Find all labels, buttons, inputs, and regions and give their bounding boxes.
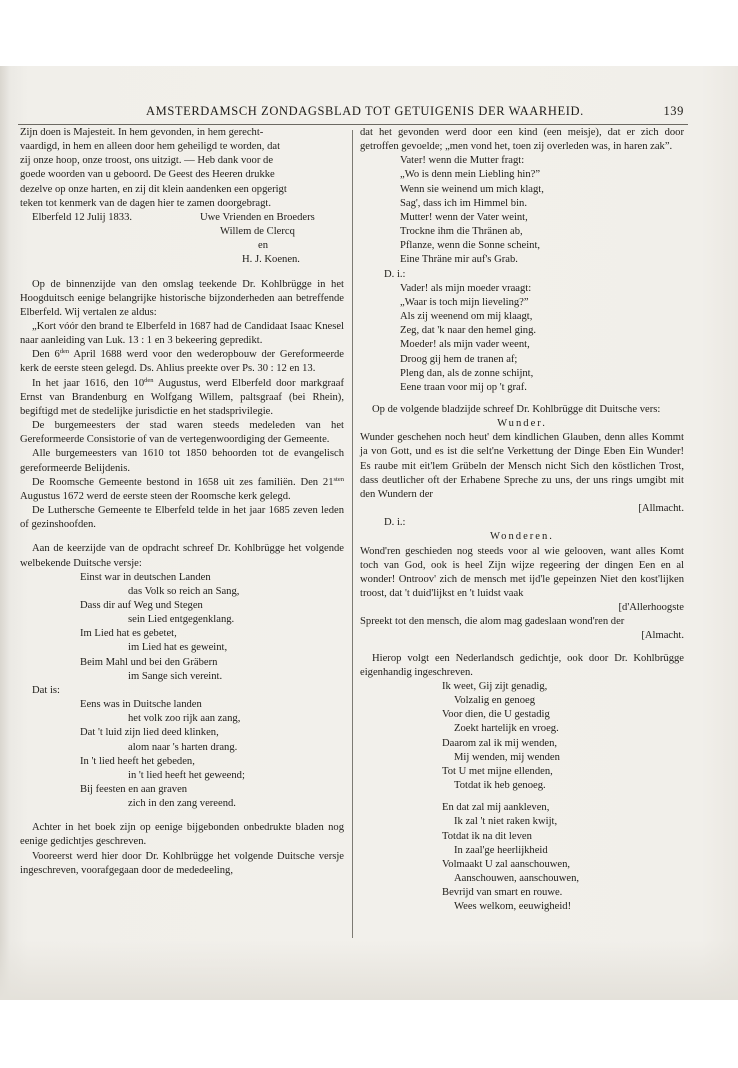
signature-place: Elberfeld 12 Julij 1833.: [32, 211, 133, 223]
verse-line: Trockne ihm die Thränen ab,: [400, 226, 523, 238]
paragraph-achter: Achter in het boek zijn op eenige bijgebonden onbedrukte bladen nog eenige gedichtjes geschreven.: [20, 822, 344, 848]
verse-line: Droog gij hem de tranen af;: [400, 353, 518, 365]
poem-line: Totdat ik na dit leven: [442, 830, 532, 842]
right-column: [360, 126, 684, 914]
page-number: 139: [663, 104, 684, 118]
verse-line: Eens was in Duitsche landen: [80, 699, 202, 711]
poem-line: In zaal'ge heerlijkheid: [454, 844, 548, 856]
verse-line: Moeder! als mijn vader weent,: [400, 339, 530, 351]
paragraph-burgemeesters: De burgemeesters der stad waren steeds medeleden van het Gereformeerde Consistorie of van de vertegenwoordiging der Gemeente.: [20, 420, 344, 446]
signature-row: [20, 211, 344, 225]
paragraph-keerzijde: Aan de keerzijde van de opdracht schreef Dr. Kohlbrügge het volgende welbekende Duitsche versje:: [20, 543, 344, 569]
verse-line: das Volk so reich an Sang,: [128, 585, 240, 597]
poem-line: Totdat ik heb genoeg.: [454, 780, 546, 792]
verse-line: Eene traan voor mij op 't graf.: [400, 381, 527, 393]
page-header: [124, 104, 684, 120]
poem-line: Wees welkom, eeuwigheid!: [454, 901, 572, 913]
verse-line: Zeg, dat 'k naar den hemel ging.: [400, 325, 537, 337]
signature-name: Willem de Clercq: [220, 226, 295, 238]
wonderen-line: Spreekt tot den mensch, die alom mag gadeslaan wond'ren der: [360, 616, 625, 628]
signature-greeting: Uwe Vrienden en Broeders: [200, 211, 315, 223]
poem-line: Bevrijd van smart en rouwe.: [442, 887, 563, 899]
signature-name: H. J. Koenen.: [242, 254, 300, 266]
wonderen-end: [d'Allerhoogste: [618, 602, 684, 614]
intro-line: goede woorden van u geboord. De Geest des Heeren drukke: [20, 169, 275, 181]
verse-line: Einst war in deutschen Landen: [80, 571, 211, 583]
poem-line: Tot U met mijne ellenden,: [442, 765, 553, 777]
verse-line: Vader! als mijn moeder vraagt:: [400, 282, 532, 294]
paragraph-bladzijde: Op de volgende bladzijde schreef Dr. Kohlbrügge dit Duitsche vers:: [372, 403, 661, 415]
verse-line: het volk zoo rijk aan zang,: [128, 713, 241, 725]
wunder-title: Wunder.: [497, 418, 547, 430]
column-divider: [352, 130, 353, 938]
verse-line: im Lied hat es geweint,: [128, 642, 228, 654]
paragraph-1616: [20, 377, 344, 419]
paragraph-luthersche: De Luthersche Gemeente te Elberfeld telde in het jaar 1685 zeven leden of gezinshoofden.: [20, 505, 344, 531]
poem-line: Voor dien, die U gestadig: [442, 709, 550, 721]
verse-line: Als zij weenend om mij klaagt,: [400, 311, 533, 323]
wonderen-title: Wonderen.: [490, 531, 554, 543]
dat-is-label: Dat is:: [32, 684, 60, 696]
intro-line: vaardigd, in hem en alleen door hem geheiligd te worden, dat: [20, 141, 281, 153]
poem-line: Volmaakt U zal aanschouwen,: [442, 858, 571, 870]
verse-line: Eine Thräne mir auf's Grab.: [400, 254, 518, 266]
text-part: Den 6: [32, 349, 60, 361]
header-rule: [18, 124, 688, 125]
poem-line: En dat zal mij aankleven,: [442, 802, 550, 814]
verse-line: Dat 't luid zijn lied deed klinken,: [80, 727, 219, 739]
text-part: April 1688 werd voor den wederopbouw der Gereformeerde kerk de eerste steen gelegd. Ds. Ahlius preekte over Ps. 30 : 12 en 13.: [20, 349, 344, 375]
wunder-text: Wunder geschehen noch heut' dem kindlichen Glauben, denn alles Kommt ja von Gott, und es ist die selt'ne Verkettung der Dinge Eben Ein Wunder! Es raube mit eit'lem Grübeln der Mensch nicht Sich den köstlichen Trost, dass deutlicher oft der Erhabene Spreche zu uns, der uns rings umgibt mit den Wundern der: [360, 432, 684, 500]
verse-line: alom naar 's harten drang.: [128, 741, 238, 753]
verse-line: Sag', dass ich im Himmel bin.: [400, 197, 527, 209]
paragraph-vooreerst: Vooreerst werd hier door Dr. Kohlbrügge het volgende Duitsche versje ingeschreven, voorafgegaan door de mededeeling,: [20, 850, 344, 876]
verse-line: Beim Mahl und bei den Gräbern: [80, 656, 218, 668]
verse-line: im Sange sich vereint.: [128, 670, 223, 682]
poem-line: Volzalig en genoeg: [454, 695, 535, 707]
paragraph-hierop: Hierop volgt een Nederlandsch gedichtje, ook door Dr. Kohlbrügge eigenhandig ingeschreven.: [360, 652, 684, 678]
paragraph-alle: Alle burgemeesters van 1610 tot 1850 behoorden tot de evangelisch gereformeerde Belijdenis.: [20, 448, 344, 474]
verse-line: Im Lied hat es gebetet,: [80, 628, 177, 640]
text-part: In het jaar 1616, den 10: [32, 377, 145, 389]
paragraph-brand: „Kort vóór den brand te Elberfeld in 1687 had de Candidaat Isaac Knesel naar aanleiding van Luk. 13 : 1 en 3 bekeering gepredikt.: [20, 321, 344, 347]
poem-line: Daarom zal ik mij wenden,: [442, 737, 558, 749]
paragraph-1688: [20, 348, 344, 376]
wunder-end: [Allmacht.: [638, 503, 684, 515]
intro-line: teken tot kenmerk van de dagen hier te zamen doorgebragt.: [20, 197, 272, 209]
intro-line: zij onze hoop, onze troost, ons uitzigt. — Heb dank voor de: [20, 155, 274, 167]
verse-line: Mutter! wenn der Vater weint,: [400, 211, 528, 223]
wonderen-end: [Almacht.: [641, 630, 684, 642]
poem-line: Ik zal 't niet raken kwijt,: [454, 816, 558, 828]
verse-line: in 't lied heeft het geweend;: [128, 769, 245, 781]
di-label: D. i.:: [384, 268, 406, 280]
poem-line: Aanschouwen, aanschouwen,: [454, 872, 580, 884]
wonderen-text: Wond'ren geschieden nog steeds voor al wie gelooven, want alles Komt toch van God, ook is heel Zijn wijze regeering der dingen Een en al wonder! Ontroov' zich de mensch met ijd'le gepeinzen Niet den kost'lijken troost, dat 't duid'lijkst en 't luidst vaak: [360, 545, 684, 599]
text-part: Augustus 1672 werd de eerste steen der Roomsche kerk gelegd.: [20, 490, 291, 502]
verse-line: Pleng dan, als de zonne schijnt,: [400, 367, 534, 379]
verse-line: sein Lied entgegenklang.: [128, 614, 235, 626]
verse-line: „Waar is toch mijn lieveling?”: [400, 296, 529, 308]
verse-line: In 't lied heeft het gebeden,: [80, 755, 195, 767]
verse-line: Vater! wenn die Mutter fragt:: [400, 155, 525, 167]
intro-line: Zijn doen is Majesteit. In hem gevonden, in hem gerecht-: [20, 127, 264, 138]
superscript: den: [59, 348, 70, 356]
poem-line: Mij wenden, mij wenden: [454, 751, 560, 763]
superscript: sten: [333, 475, 344, 483]
left-column: [20, 126, 344, 878]
verse-line: „Wo is denn mein Liebling hin?”: [400, 169, 541, 181]
verse-line: Pflanze, wenn die Sonne scheint,: [400, 240, 541, 252]
text-part: De Roomsche Gemeente bestond in 1658 uit zes familiën. Den 21: [32, 476, 334, 488]
verse-line: Dass dir auf Weg und Stegen: [80, 599, 203, 611]
poem-line: Zoekt hartelijk en vroeg.: [454, 723, 559, 735]
verse-line: zich in den zang vereend.: [128, 798, 236, 810]
di-label: D. i.:: [384, 517, 406, 529]
poem-line: Ik weet, Gij zijt genadig,: [442, 680, 548, 692]
intro-line: dezelve op onze harten, en zij dit klein aandenken een opgerigt: [20, 183, 287, 195]
verse-line: Wenn sie weinend um mich klagt,: [400, 183, 544, 195]
verse-line: Bij feesten en aan graven: [80, 784, 188, 796]
paragraph-omslag: Op de binnenzijde van den omslag teekende Dr. Kohlbrügge in het Hoogduitsch eenige belangrijke historische bijzonderheden aan betreffende Elberfeld. Wij vertalen ze aldus:: [20, 278, 344, 318]
superscript: den: [144, 376, 154, 384]
paragraph-meisje: dat het gevonden werd door een kind (een meisje), dat er zich door getroffen gevoelde; „men vond het, toen zij overleden was, in haren zak”.: [360, 127, 684, 153]
text-part: Augustus, werd Elberfeld door markgraaf Ernst van Brandenburg en Wolfgang Willem, paltsgraaf (bei Rhein), begiftigd met de stedelijke jurisdictie en het stadsprivilegie.: [20, 377, 344, 417]
running-title: AMSTERDAMSCH ZONDAGSBLAD TOT GETUIGENIS DER WAARHEID.: [146, 104, 584, 118]
paragraph-roomsche: [20, 476, 344, 504]
signature-and: en: [258, 240, 268, 252]
